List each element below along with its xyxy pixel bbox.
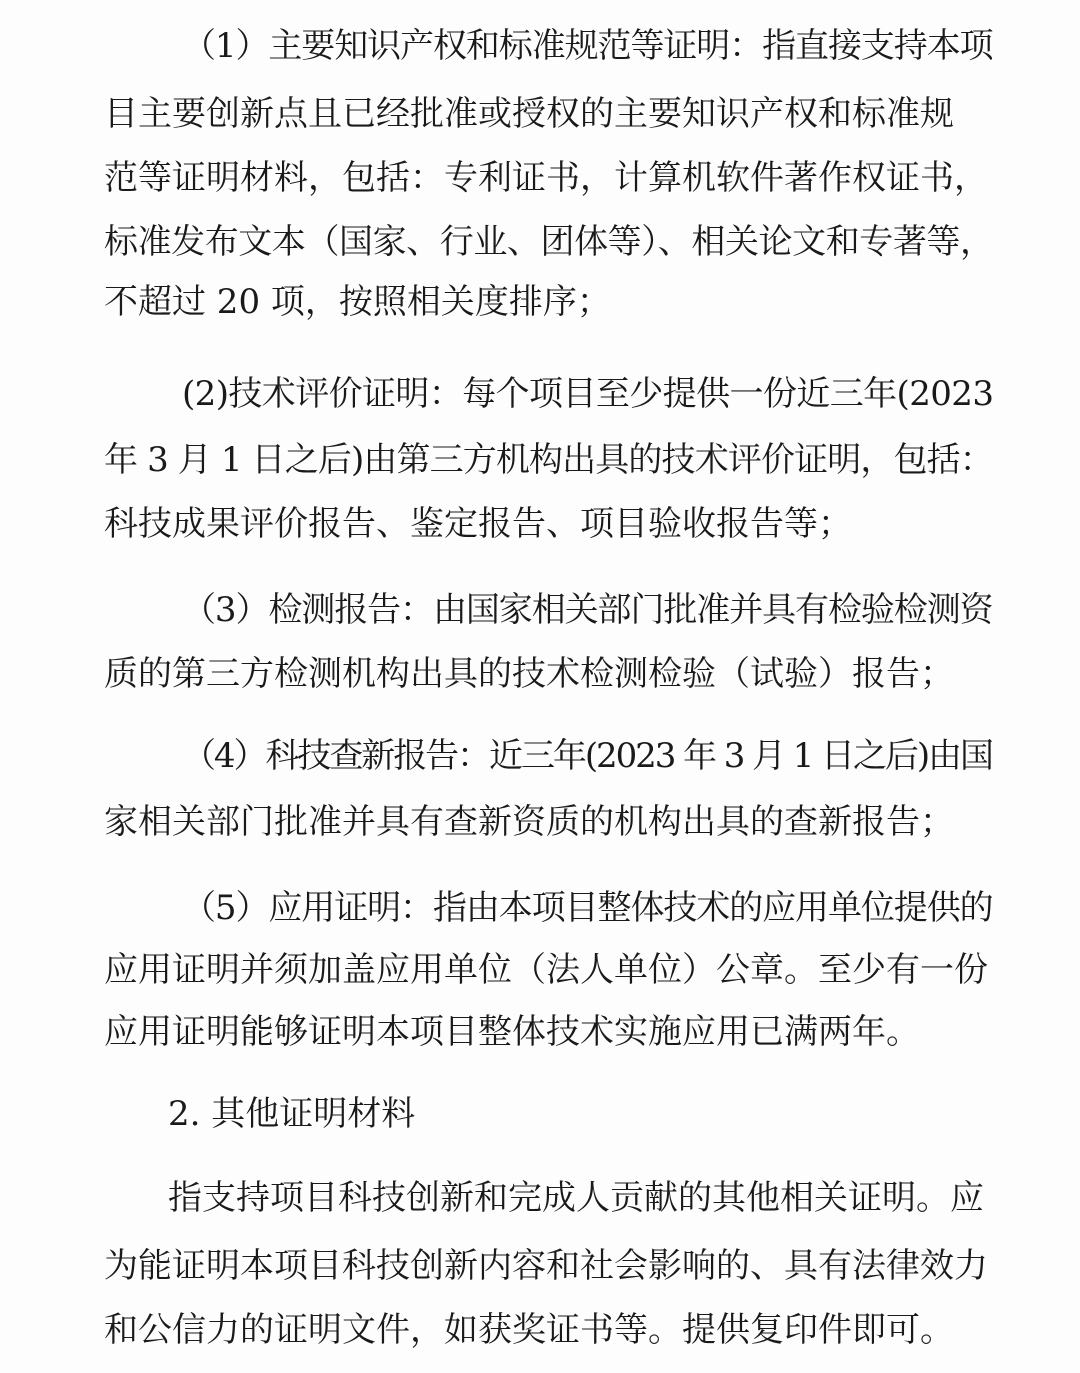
text-line: 为能证明本项目科技创新内容和社会影响的、具有法律效力 xyxy=(104,1246,988,1286)
text-line: （4）科技查新报告：近三年(2023 年 3 月 1 日之后)由国 xyxy=(182,736,992,776)
text-line: 不超过 20 项，按照相关度排序； xyxy=(104,282,611,322)
text-line: 和公信力的证明文件，如获奖证书等。提供复印件即可。 xyxy=(104,1310,954,1350)
text-line: (2)技术评价证明：每个项目至少提供一份近三年(2023 xyxy=(182,374,994,414)
text-line: 应用证明能够证明本项目整体技术实施应用已满两年。 xyxy=(104,1012,920,1052)
text-line: 年 3 月 1 日之后)由第三方机构出具的技术评价证明，包括： xyxy=(104,440,993,480)
text-line: （3）检测报告：由国家相关部门批准并具有检验检测资 xyxy=(182,590,993,630)
text-line: （1）主要知识产权和标准规范等证明：指直接支持本项 xyxy=(182,26,993,66)
text-line: 目主要创新点且已经批准或授权的主要知识产权和标准规 xyxy=(104,94,954,134)
text-line: 应用证明并须加盖应用单位（法人单位）公章。至少有一份 xyxy=(104,950,988,990)
text-line: 质的第三方检测机构出具的技术检测检验（试验）报告； xyxy=(104,654,954,694)
text-line: 指支持项目科技创新和完成人贡献的其他相关证明。应 xyxy=(168,1178,984,1218)
text-line: 标准发布文本（国家、行业、团体等）、相关论文和专著等， xyxy=(104,222,994,262)
text-line: 家相关部门批准并具有查新资质的机构出具的查新报告； xyxy=(104,802,954,842)
text-line: （5）应用证明：指由本项目整体技术的应用单位提供的 xyxy=(182,888,993,928)
section-heading: 2. 其他证明材料 xyxy=(168,1094,416,1134)
text-line: 科技成果评价报告、鉴定报告、项目验收报告等； xyxy=(104,504,852,544)
text-line: 范等证明材料，包括：专利证书，计算机软件著作权证书， xyxy=(104,158,988,198)
